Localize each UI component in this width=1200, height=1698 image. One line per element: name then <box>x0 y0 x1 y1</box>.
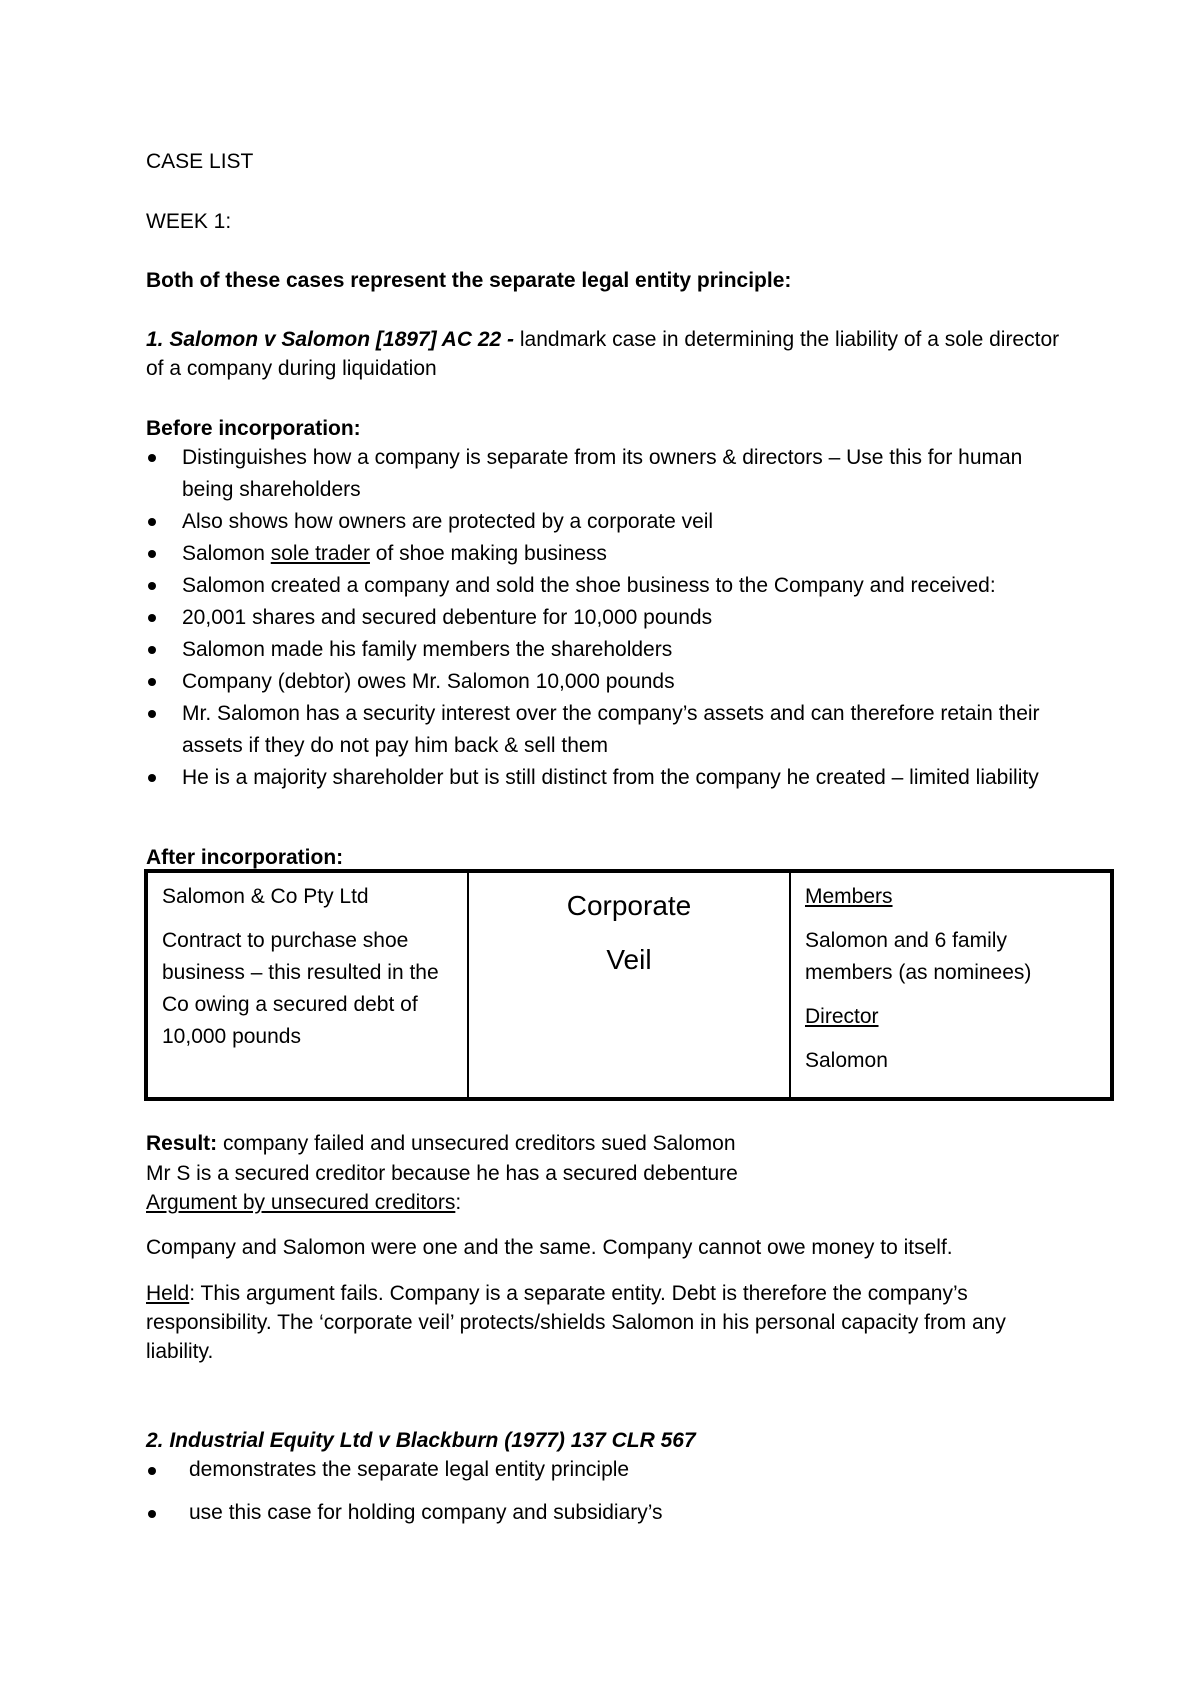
list-item: use this case for holding company and subsidiary’s <box>146 1498 1066 1528</box>
list-item: Mr. Salomon has a security interest over the company’s assets and can therefore retain their assets if they do not pay him back & sell them <box>146 698 1046 762</box>
members-heading: Members <box>805 885 893 908</box>
bullet3-rest: of shoe making business <box>375 542 607 565</box>
corporate-veil-table <box>144 869 1114 1101</box>
case1-number: 1. <box>146 328 164 351</box>
week-heading: WEEK 1: <box>146 210 232 233</box>
bullet3-lead: Salomon <box>182 542 265 565</box>
result-text: company failed and unsecured creditors sued Salomon <box>223 1132 736 1155</box>
list-item: He is a majority shareholder but is still distinct from the company he created – limited liability <box>146 762 1046 794</box>
after-incorporation-heading: After incorporation: <box>146 846 344 869</box>
result-label: Result: <box>146 1132 218 1155</box>
argument-colon: : <box>455 1191 462 1214</box>
list-item: Also shows how owners are protected by a corporate veil <box>146 506 1046 538</box>
case2-bullet-list <box>146 1455 1066 1541</box>
held-label: Held <box>146 1282 190 1305</box>
before-incorporation-heading: Before incorporation: <box>146 417 361 440</box>
members-text: Salomon and 6 family members (as nominees) <box>805 929 1032 984</box>
director-heading: Director <box>805 1005 879 1028</box>
case1-heading <box>146 325 1066 383</box>
list-item: 20,001 shares and secured debenture for 10,000 pounds <box>146 602 1046 634</box>
list-item: Company (debtor) owes Mr. Salomon 10,000 pounds <box>146 666 1046 698</box>
list-item: Salomon made his family members the shareholders <box>146 634 1046 666</box>
list-item <box>146 538 1046 570</box>
case1-name: Salomon v Salomon [1897] AC 22 - <box>169 328 515 351</box>
result-line <box>146 1129 1066 1158</box>
document-title: CASE LIST <box>146 150 254 173</box>
veil-line-2: Veil <box>606 944 652 975</box>
list-item: Salomon created a company and sold the shoe business to the Company and received: <box>146 570 1046 602</box>
sole-trader-underlined: sole trader <box>270 542 370 565</box>
members-cell <box>790 871 1112 1099</box>
case2-heading: 2. Industrial Equity Ltd v Blackburn (1977) 137 CLR 567 <box>146 1429 696 1452</box>
list-item: Distinguishes how a company is separate from its owners & directors – Use this for human being shareholders <box>146 442 1046 506</box>
argument-label: Argument by unsecured creditors <box>146 1191 456 1214</box>
veil-cell <box>468 871 790 1099</box>
company-contract-text: Contract to purchase shoe business – this resulted in the Co owing a secured debt of 10,000 pounds <box>162 929 439 1048</box>
company-name: Salomon & Co Pty Ltd <box>162 885 369 908</box>
argument-text: Company and Salomon were one and the same. Company cannot owe money to itself. <box>146 1236 953 1259</box>
held-paragraph <box>146 1279 1066 1366</box>
case1-description: landmark case in determining the liability of a sole director of a company during liquidation <box>146 328 1060 380</box>
argument-line <box>146 1188 1066 1217</box>
held-text: : This argument fails. Company is a separate entity. Debt is therefore the company’s responsibility. The ‘corporate veil’ protects/shields Salomon in his personal capacity from any liability. <box>146 1282 1006 1363</box>
secured-creditor-line: Mr S is a secured creditor because he has a secured debenture <box>146 1162 738 1185</box>
list-item: demonstrates the separate legal entity principle <box>146 1455 1066 1485</box>
case1-bullet-list <box>146 442 1046 794</box>
company-cell <box>146 871 468 1099</box>
director-text: Salomon <box>805 1049 888 1072</box>
intro-heading: Both of these cases represent the separate legal entity principle: <box>146 269 792 292</box>
veil-line-1: Corporate <box>566 890 692 921</box>
